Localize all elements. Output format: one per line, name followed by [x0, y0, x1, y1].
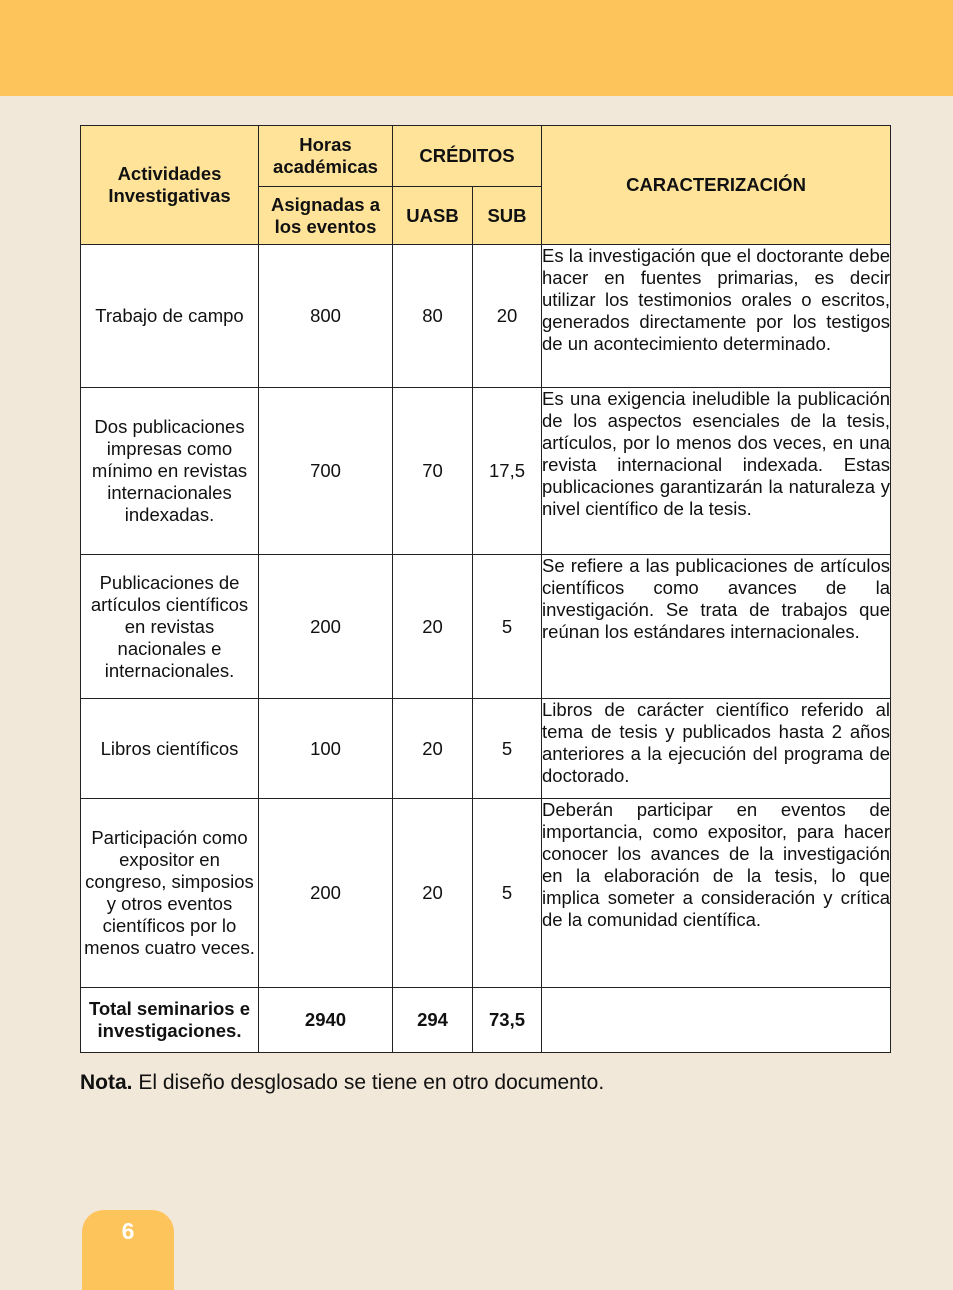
research-activities-table	[80, 125, 891, 1053]
top-color-band	[0, 0, 953, 96]
cell-caracterizacion: Libros de carácter científico referido al tema de tesis y publicados hasta 2 años anteriores a la ejecución del programa de doctorado.	[542, 699, 891, 799]
cell-sub: 5	[473, 799, 542, 988]
header-uasb: UASB	[393, 187, 473, 245]
cell-uasb: 80	[393, 245, 473, 388]
table-row	[81, 799, 891, 988]
cell-caracterizacion: Es una exigencia ineludible la publicación de los aspectos esenciales de la tesis, artículos, por lo menos dos veces, en una revista internacional indexada. Estas publicaciones garantizarán la naturaleza y nivel científico de la tesis.	[542, 388, 891, 555]
table-row	[81, 388, 891, 555]
table-row	[81, 245, 891, 388]
total-row	[81, 988, 891, 1053]
header-actividades: Actividades Investigativas	[81, 126, 259, 245]
cell-caracterizacion: Deberán participar en eventos de importancia, como expositor, para hacer conocer los avances de la investigación en la elaboración de la tesis, lo que implica someter a consideración y crítica de la comunidad científica.	[542, 799, 891, 988]
header-horas-academicas: Horas académicas	[259, 126, 393, 187]
table-row	[81, 555, 891, 699]
cell-actividad: Participación como expositor en congreso, simposios y otros eventos científicos por lo menos cuatro veces.	[81, 799, 259, 988]
cell-horas: 700	[259, 388, 393, 555]
cell-actividad: Trabajo de campo	[81, 245, 259, 388]
cell-caracterizacion: Se refiere a las publicaciones de artículos científicos como avances de la investigación. Se trata de trabajos que reúnan los estándares internacionales.	[542, 555, 891, 699]
page-number: 6	[121, 1218, 135, 1244]
footnote-label: Nota.	[80, 1071, 133, 1094]
cell-sub: 5	[473, 699, 542, 799]
cell-uasb: 20	[393, 799, 473, 988]
cell-sub: 5	[473, 555, 542, 699]
cell-uasb: 70	[393, 388, 473, 555]
cell-horas: 200	[259, 799, 393, 988]
header-creditos: CRÉDITOS	[393, 126, 542, 187]
cell-caracterizacion: Es la investigación que el doctorante debe hacer en fuentes primarias, es decir utilizar los testimonios orales o escritos, generados directamente por los testigos de un acontecimiento determinado.	[542, 245, 891, 388]
cell-total-horas: 2940	[259, 988, 393, 1053]
cell-horas: 100	[259, 699, 393, 799]
header-sub: SUB	[473, 187, 542, 245]
cell-total-label: Total seminarios e investigaciones.	[81, 988, 259, 1053]
cell-actividad: Publicaciones de artículos científicos en revistas nacionales e internacionales.	[81, 555, 259, 699]
cell-sub: 20	[473, 245, 542, 388]
cell-actividad: Dos publicaciones impresas como mínimo en revistas internacionales indexadas.	[81, 388, 259, 555]
cell-actividad: Libros científicos	[81, 699, 259, 799]
footnote-text: El diseño desglosado se tiene en otro documento.	[132, 1071, 605, 1094]
header-asignadas: Asignadas a los eventos	[259, 187, 393, 245]
cell-uasb: 20	[393, 699, 473, 799]
cell-total-uasb: 294	[393, 988, 473, 1053]
cell-total-caracterizacion	[542, 988, 891, 1053]
cell-sub: 17,5	[473, 388, 542, 555]
cell-horas: 800	[259, 245, 393, 388]
footnote	[80, 1069, 604, 1097]
header-caracterizacion: CARACTERIZACIÓN	[542, 126, 891, 245]
page-number-tab	[82, 1210, 174, 1290]
cell-uasb: 20	[393, 555, 473, 699]
activities-table-container	[80, 125, 890, 1053]
cell-total-sub: 73,5	[473, 988, 542, 1053]
cell-horas: 200	[259, 555, 393, 699]
table-row	[81, 699, 891, 799]
